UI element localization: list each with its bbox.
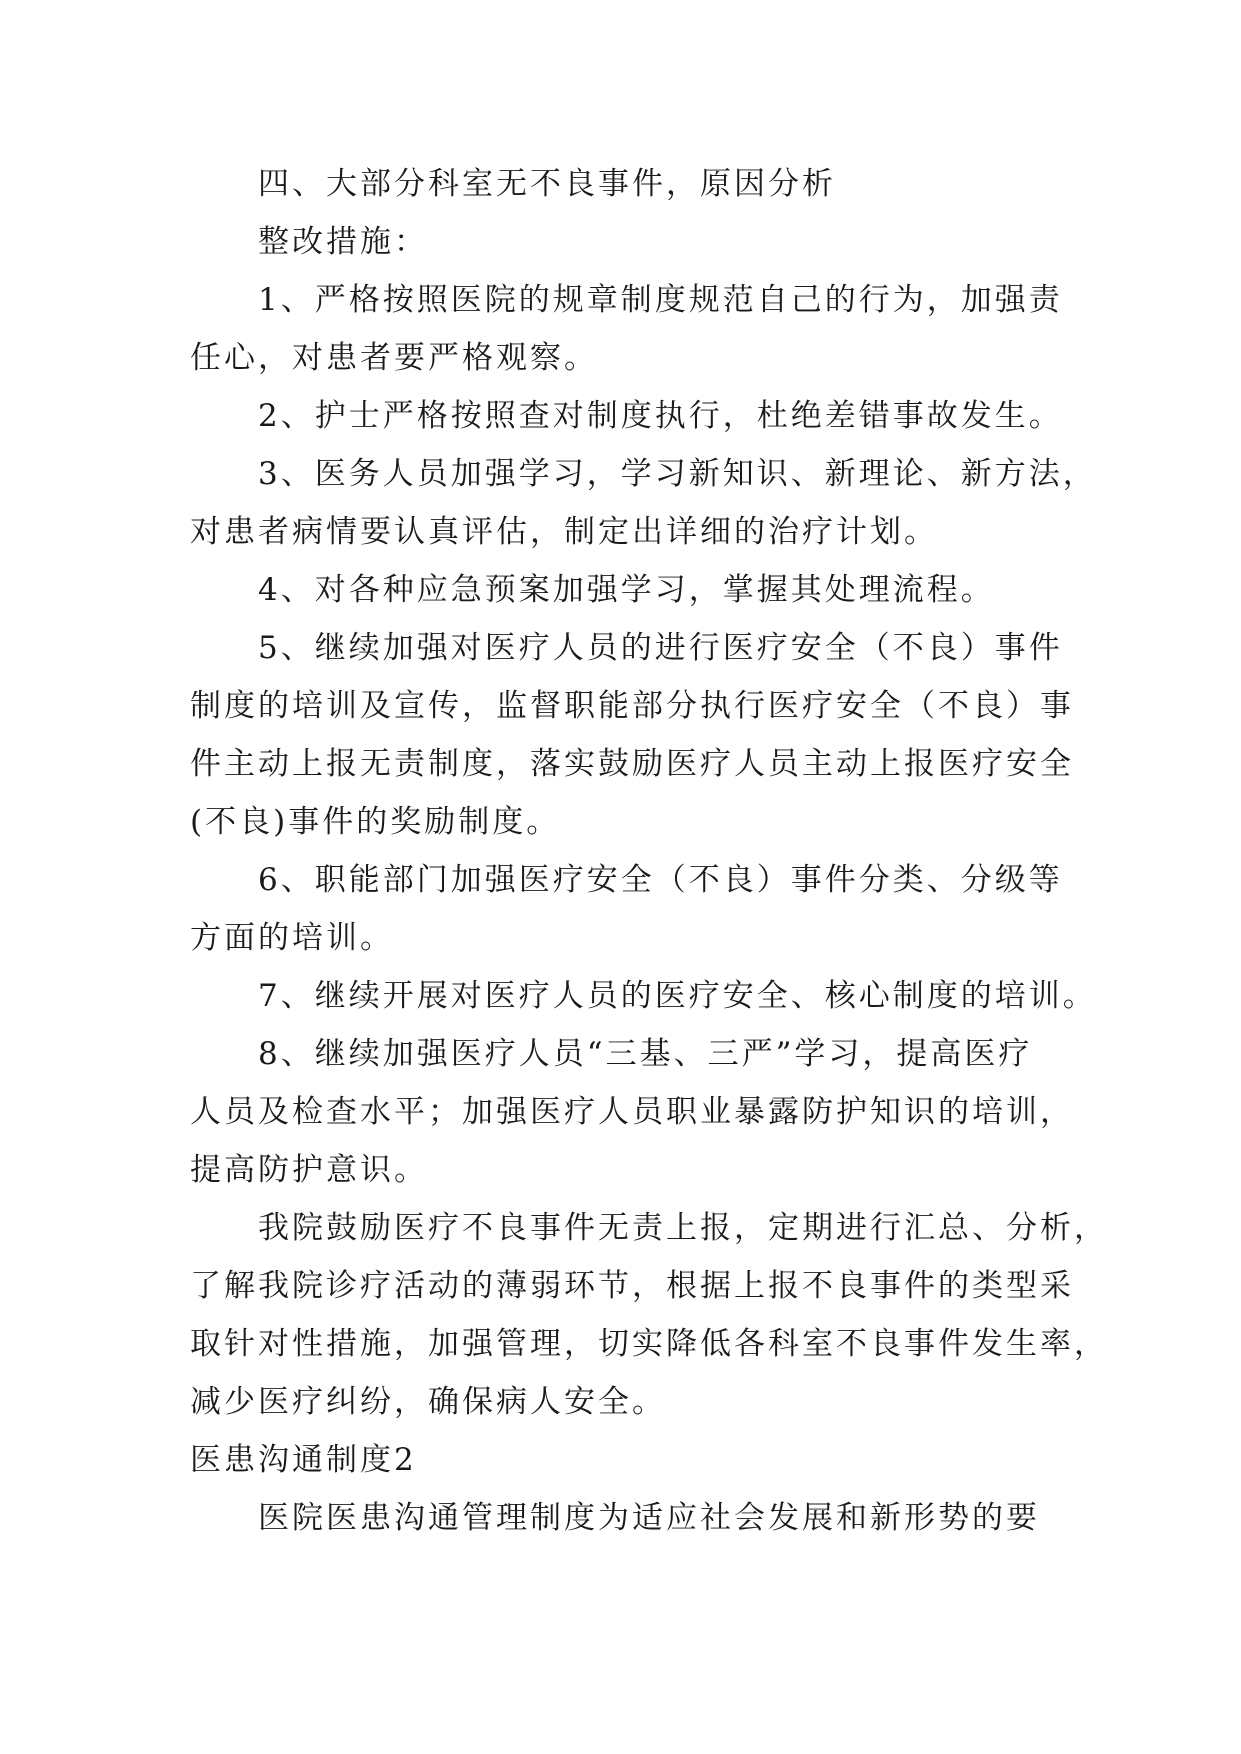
text-line: 医院医患沟通管理制度为适应社会发展和新形势的要	[258, 1500, 1040, 1536]
text-line: 件主动上报无责制度，落实鼓励医疗人员主动上报医疗安全	[190, 746, 1074, 782]
text-line: (不良)事件的奖励制度。	[190, 804, 561, 840]
text-line: 制度的培训及宣传，监督职能部分执行医疗安全（不良）事	[190, 688, 1074, 724]
text-line: 人员及检查水平；加强医疗人员职业暴露防护知识的培训，	[190, 1094, 1074, 1130]
text-line: 整改措施：	[258, 224, 428, 260]
text-line: 减少医疗纠纷，确保病人安全。	[190, 1384, 666, 1420]
text-line: 5、继续加强对医疗人员的进行医疗安全（不良）事件	[258, 630, 1063, 666]
text-line: 8、继续加强医疗人员“三基、三严”学习，提高医疗	[258, 1036, 1033, 1072]
text-line: 7、继续开展对医疗人员的医疗安全、核心制度的培训。	[258, 978, 1097, 1014]
text-line: 我院鼓励医疗不良事件无责上报，定期进行汇总、分析，	[258, 1210, 1108, 1246]
document-page	[190, 155, 1108, 1547]
text-line: 方面的培训。	[190, 920, 394, 956]
text-line: 任心，对患者要严格观察。	[190, 340, 598, 376]
text-line: 1、严格按照医院的规章制度规范自己的行为，加强责	[258, 282, 1063, 318]
text-line: 对患者病情要认真评估，制定出详细的治疗计划。	[190, 514, 938, 550]
text-line: 了解我院诊疗活动的薄弱环节，根据上报不良事件的类型采	[190, 1268, 1074, 1304]
text-line: 四、大部分科室无不良事件，原因分析	[258, 166, 836, 202]
text-line: 3、医务人员加强学习，学习新知识、新理论、新方法，	[258, 456, 1097, 492]
text-line: 4、对各种应急预案加强学习，掌握其处理流程。	[258, 572, 995, 608]
text-line: 提高防护意识。	[190, 1152, 428, 1188]
text-line: 2、护士严格按照查对制度执行，杜绝差错事故发生。	[258, 398, 1063, 434]
section-heading: 医患沟通制度2	[190, 1442, 417, 1478]
text-line: 取针对性措施，加强管理，切实降低各科室不良事件发生率，	[190, 1326, 1108, 1362]
text-line: 6、职能部门加强医疗安全（不良）事件分类、分级等	[258, 862, 1063, 898]
